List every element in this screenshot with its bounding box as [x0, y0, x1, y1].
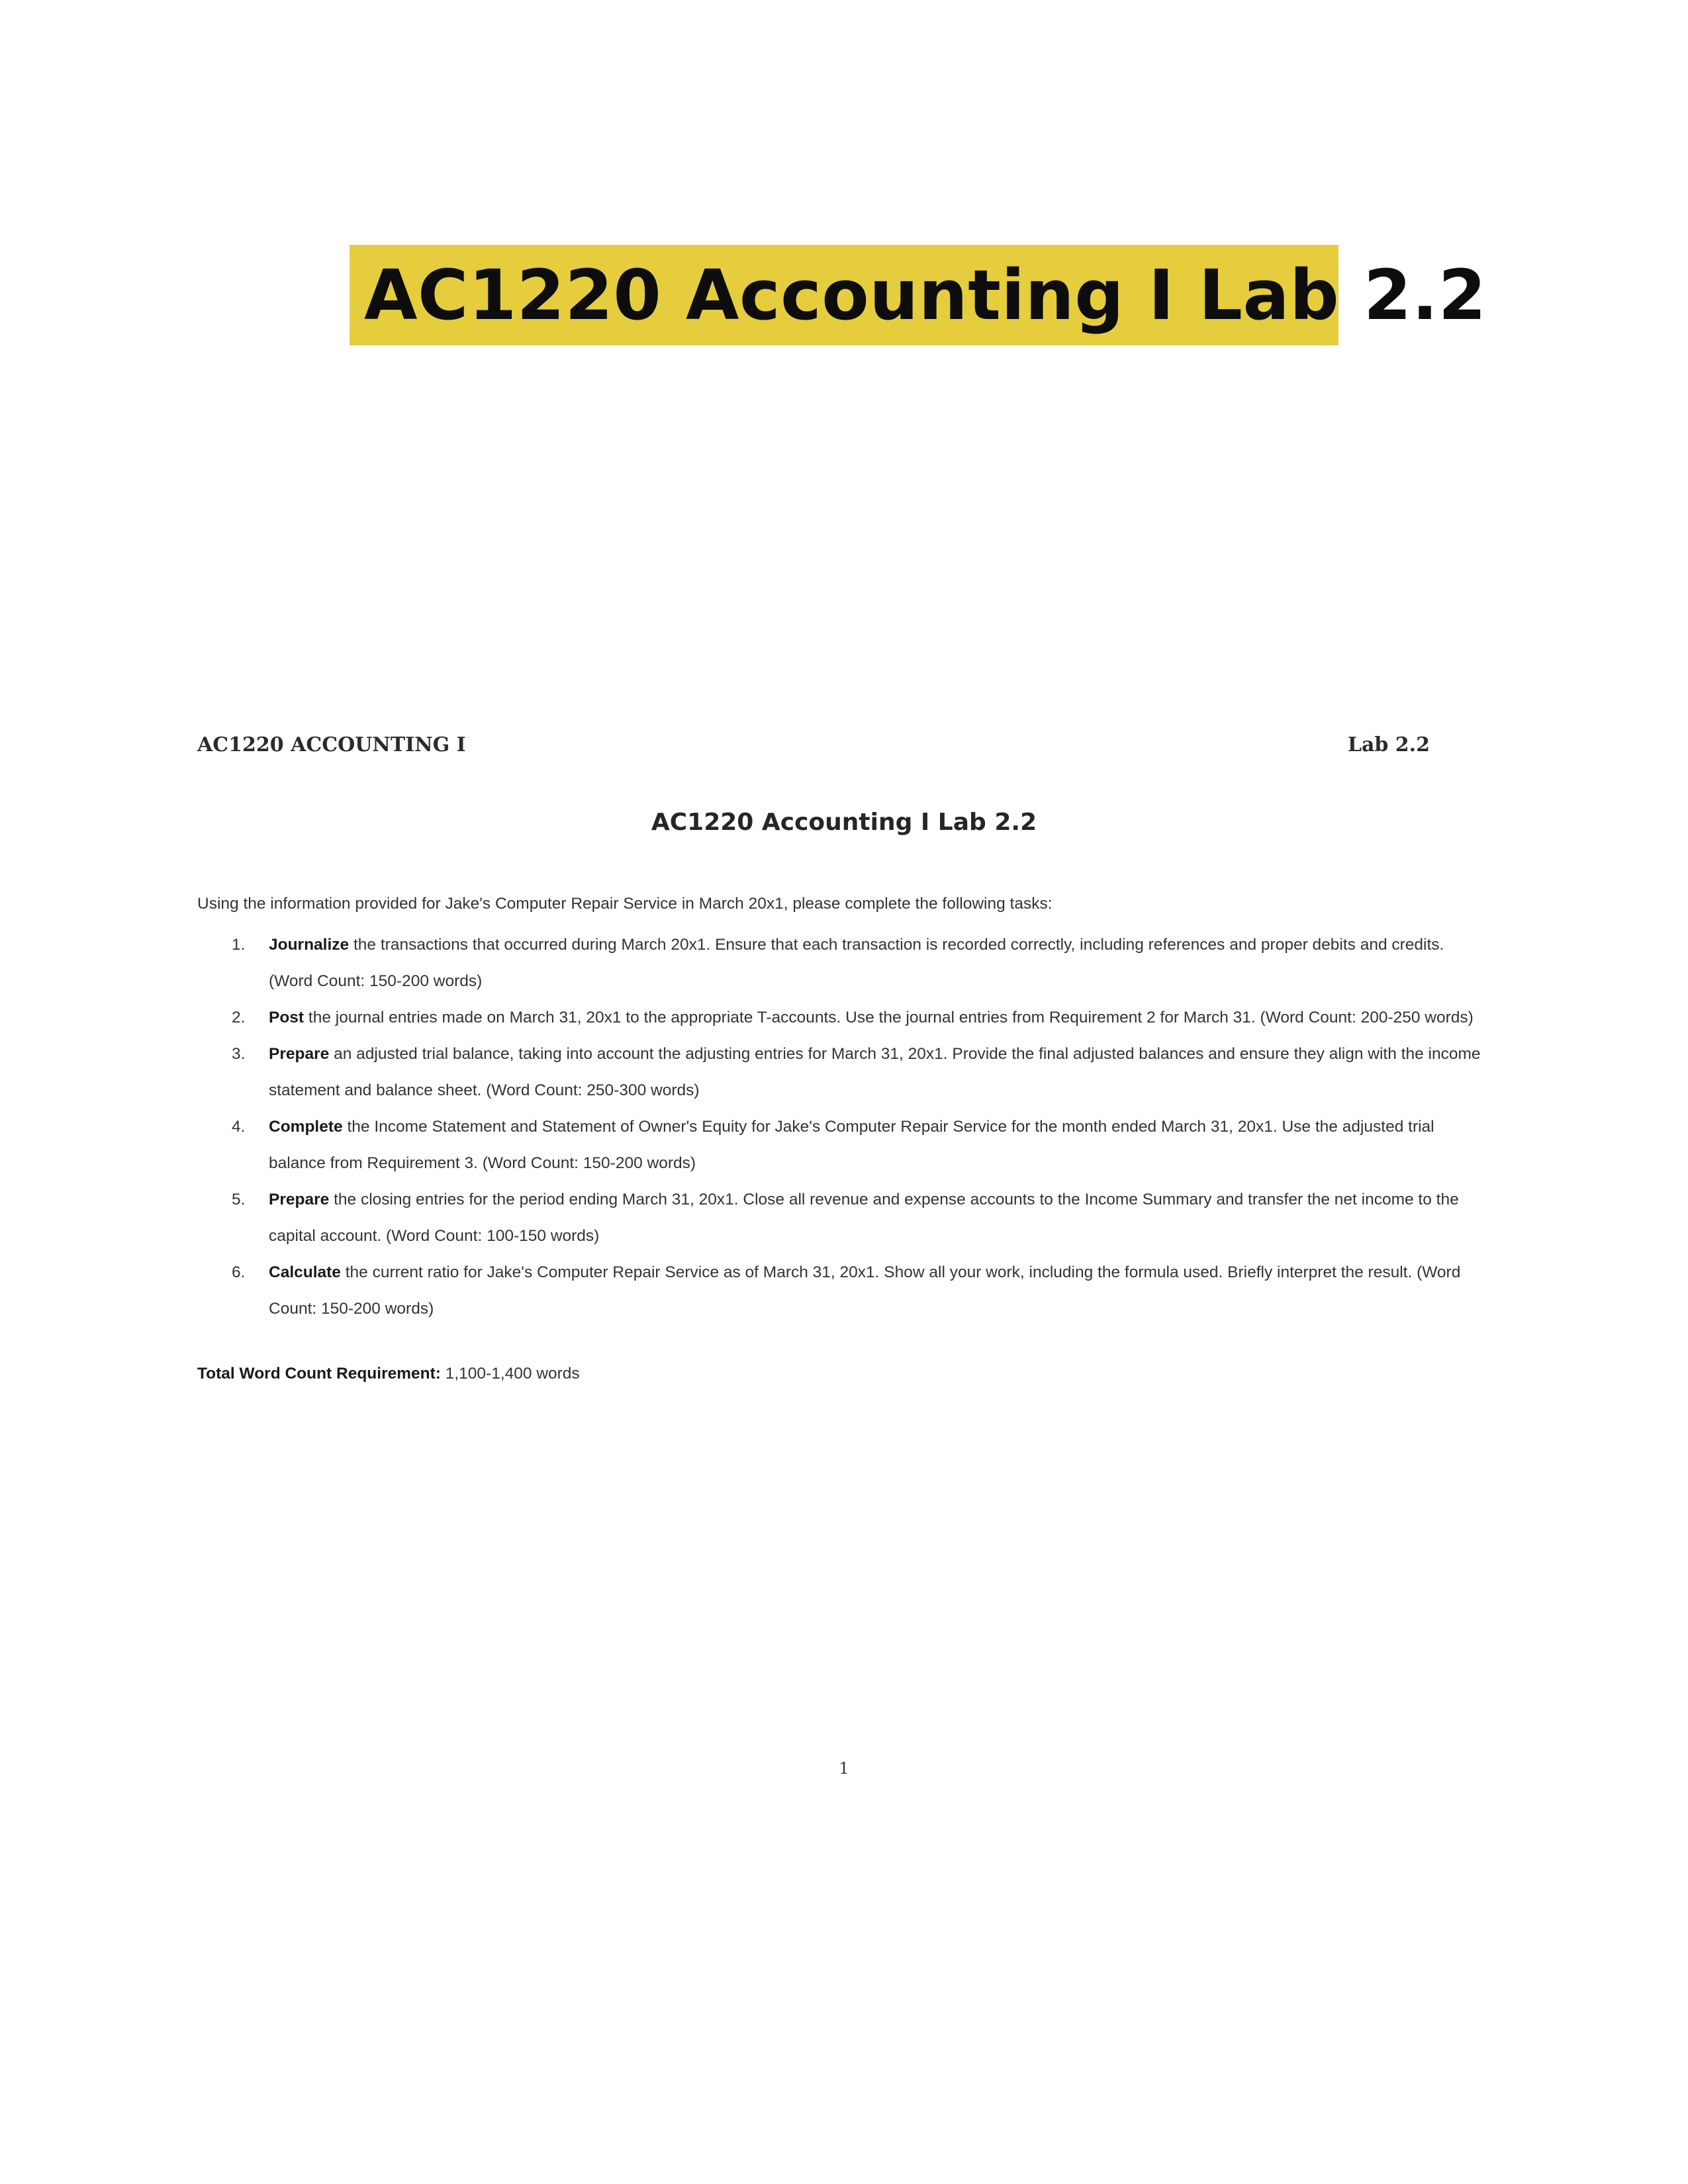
- task-text: the closing entries for the period ending March 31, 20x1. Close all revenue and expense accounts to the Income Summary and transfer the net income to the capital account. (Word Count: 100-150 words): [269, 1191, 1459, 1245]
- task-text: the journal entries made on March 31, 20x1 to the appropriate T-accounts. Use the journal entries from Requirement 2 for March 31. (Word Count: 200-250 words): [304, 1009, 1474, 1026]
- task-item: [197, 1254, 1481, 1327]
- task-number: 5.: [232, 1191, 246, 1208]
- task-item: [197, 1109, 1481, 1181]
- task-list: [197, 927, 1481, 1327]
- task-number: 4.: [232, 1118, 246, 1136]
- title-banner: [350, 245, 1487, 345]
- total-label: Total Word Count Requirement:: [197, 1365, 441, 1383]
- document-header: [197, 733, 1430, 760]
- task-text: the Income Statement and Statement of Owner's Equity for Jake's Computer Repair Service for the month ended March 31, 20x1. Use the adjusted trial balance from Requirement 3. (Word Count: 150-200 words): [269, 1118, 1434, 1172]
- task-number: 1.: [232, 936, 246, 954]
- task-number: 2.: [232, 1009, 246, 1026]
- intro-paragraph: Using the information provided for Jake's Computer Repair Service in March 20x1, please complete the following tasks:: [197, 895, 1053, 913]
- task-number: 6.: [232, 1263, 246, 1281]
- task-item: [197, 1036, 1481, 1109]
- task-verb: Calculate: [269, 1263, 341, 1281]
- task-verb: Complete: [269, 1118, 343, 1136]
- total-word-count: [197, 1365, 580, 1383]
- task-item: [197, 1181, 1481, 1254]
- task-text: the transactions that occurred during March 20x1. Ensure that each transaction is recorded correctly, including references and proper debits and credits. (Word Count: 150-200 words): [269, 936, 1444, 990]
- task-text: an adjusted trial balance, taking into account the adjusting entries for March 31, 20x1. Provide the final adjusted balances and ensure they align with the income statement and balance sheet. (Word Count: 250-300 words): [269, 1045, 1481, 1099]
- task-verb: Prepare: [269, 1045, 330, 1063]
- task-text: the current ratio for Jake's Computer Repair Service as of March 31, 20x1. Show all your work, including the formula used. Briefly interpret the result. (Word Count: 150-200 words): [269, 1263, 1461, 1318]
- task-item: [197, 999, 1481, 1036]
- document-title: AC1220 Accounting I Lab 2.2: [651, 809, 1037, 836]
- header-course-code: AC1220 ACCOUNTING I: [197, 733, 466, 756]
- task-item: [197, 927, 1481, 999]
- page-number: 1: [839, 1759, 849, 1778]
- task-number: 3.: [232, 1045, 246, 1063]
- task-verb: Post: [269, 1009, 305, 1026]
- banner-title: AC1220 Accounting I Lab 2.2: [364, 255, 1487, 336]
- total-value: 1,100-1,400 words: [440, 1365, 580, 1383]
- task-verb: Journalize: [269, 936, 350, 954]
- header-lab-number: Lab 2.2: [1347, 733, 1430, 756]
- task-verb: Prepare: [269, 1191, 330, 1208]
